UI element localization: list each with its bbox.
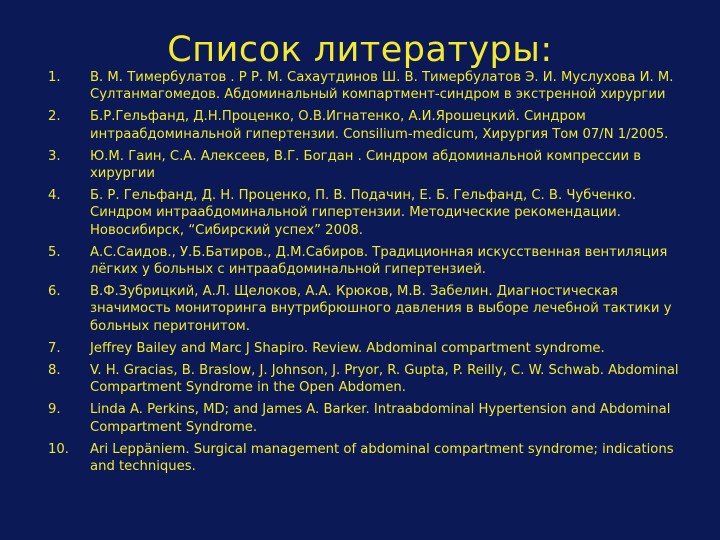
- reference-number: 9.: [48, 402, 61, 418]
- reference-item: [48, 401, 708, 435]
- reference-item: [48, 283, 708, 335]
- reference-item: [48, 340, 708, 357]
- reference-number: 8.: [48, 363, 61, 379]
- reference-number: 4.: [48, 188, 61, 204]
- reference-item: [48, 187, 708, 239]
- reference-item: [48, 362, 708, 396]
- reference-text: Jeffrey Bailey and Marc J Shapiro. Review. Abdominal compartment syndrome.: [90, 340, 605, 356]
- reference-number: 2.: [48, 109, 61, 125]
- reference-number: 1.: [48, 70, 61, 85]
- reference-number: 6.: [48, 284, 61, 300]
- reference-list: [48, 69, 708, 480]
- reference-text: Б. Р. Гельфанд, Д. Н. Проценко, П. В. Подачин, Е. Б. Гельфанд, С. В. Чубченко. Синдром интраабдоминальной гипертензии. Методические рекомендации. Новосибирск, “Сибирский успех” 2008.: [90, 188, 637, 238]
- reference-item: [48, 148, 708, 182]
- reference-text: А.С.Саидов., У.Б.Батиров., Д.М.Сабиров. Традиционная искусственная вентиляция лёгких у больных с интраабдоминальной гипертензией.: [90, 244, 668, 278]
- slide-title: Список литературы:: [167, 30, 553, 70]
- reference-text: V. H. Gracias, B. Braslow, J. Johnson, J. Pryor, R. Gupta, P. Reilly, C. W. Schwab. Abdominal Compartment Syndrome in the Open Abdomen.: [90, 363, 679, 396]
- reference-item: [48, 244, 708, 278]
- reference-number: 5.: [48, 244, 61, 260]
- reference-number: 10.: [48, 441, 69, 457]
- reference-text: Ari Leppäniem. Surgical management of abdominal compartment syndrome; indications and techniques.: [90, 441, 674, 475]
- reference-number: 7.: [48, 340, 61, 356]
- reference-text: Ю.М. Гаин, С.А. Алексеев, В.Г. Богдан . Синдром абдоминальной компрессии в хирургии: [90, 148, 642, 182]
- reference-item: [48, 441, 708, 475]
- reference-item: [48, 69, 708, 103]
- reference-text: В.Ф.Зубрицкий, А.Л. Щелоков, А.А. Крюков, М.В. Забелин. Диагностическая значимость мониторинга внутрибрюшного давления в выборе лечебной тактики у больных перитонитом.: [90, 284, 672, 334]
- reference-text: Б.Р.Гельфанд, Д.Н.Проценко, О.В.Игнатенко, А.И.Ярошецкий. Синдром интраабдоминальной гипертензии. Consilium-medicum, Хирургия Том 07/N 1/2005.: [90, 109, 669, 142]
- reference-number: 3.: [48, 148, 61, 164]
- reference-item: [48, 108, 708, 142]
- reference-text: В. М. Тимербулатов . Р Р. М. Сахаутдинов Ш. В. Тимербулатов Э. И. Муслухова И. М. Султанмагомедов. Абдоминальный компартмент-синдром в экстренной хирургии: [90, 70, 674, 103]
- reference-text: Linda A. Perkins, MD; and James A. Barker. Intraabdominal Hypertension and Abdominal Compartment Syndrome.: [90, 402, 671, 435]
